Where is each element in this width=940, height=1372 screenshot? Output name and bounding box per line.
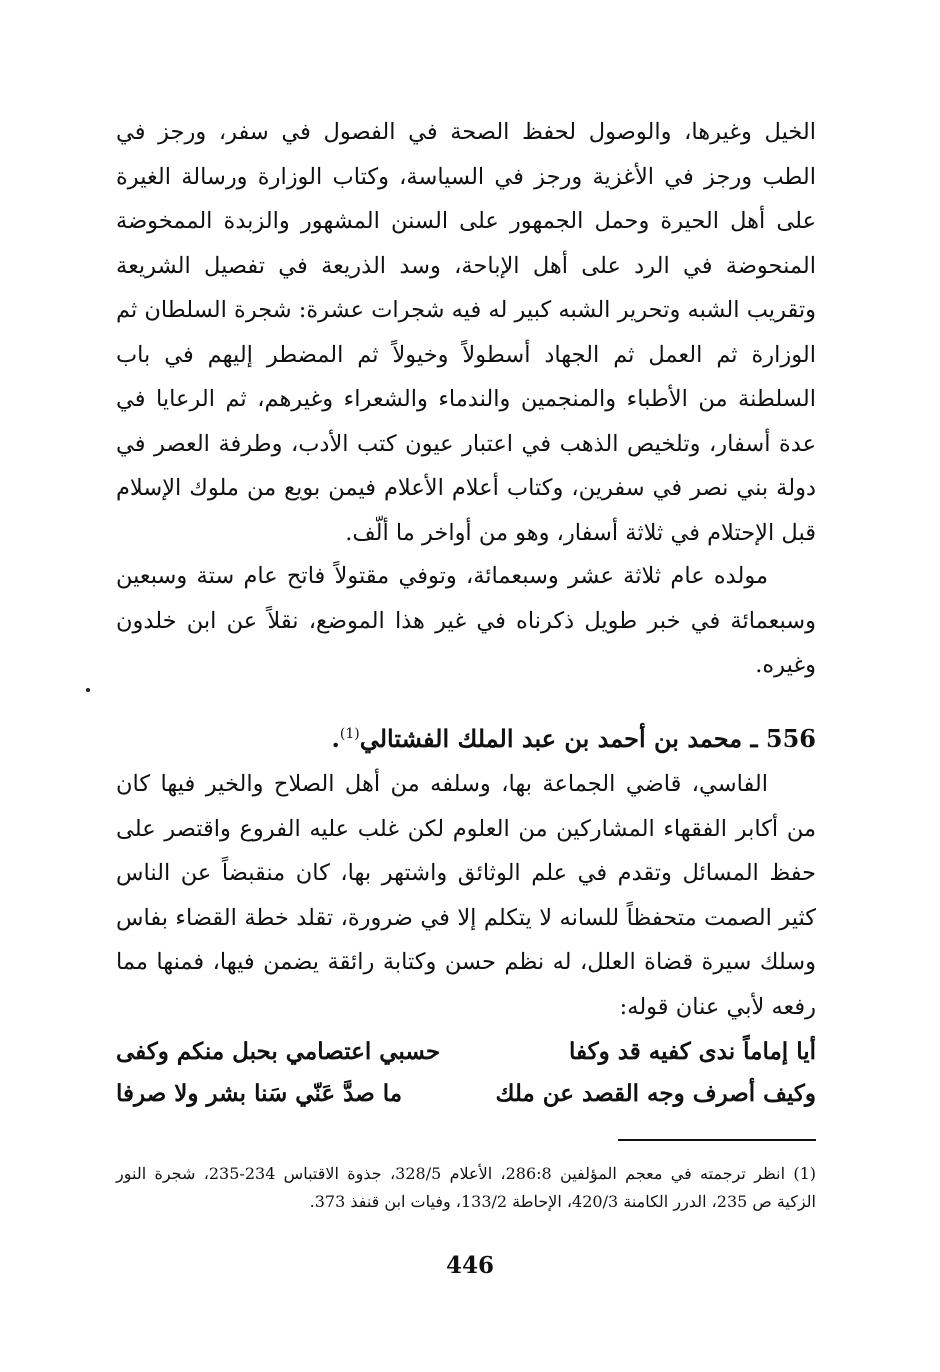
- poem-verses: [116, 1031, 816, 1115]
- hemistich: وكيف أصرف وجه القصد عن ملك: [495, 1080, 816, 1107]
- paragraph-birth-death: [116, 554, 816, 688]
- page-number: 446: [445, 1252, 494, 1279]
- paragraph-continued: [116, 110, 816, 555]
- entry-end-mark: .: [331, 724, 340, 753]
- paragraph-text: الخيل وغيرها، والوصول لحفظ الصحة في الفصول في سفر، ورجز في الطب ورجز في الأغزية ورجز في السياسة، وكتاب الوزارة ورسالة الغيرة على أهل الحيرة وحمل الجمهور على السنن المشهور والزبدة الممخوضة المنحوضة في الرد على أهل الإباحة، وسد الذريعة في تفصيل الشريعة وتقريب الشبه وتحرير الشبه كبير له فيه شجرات عشرة: شجرة السلطان ثم الوزارة ثم العمل ثم الجهاد أسطولاً وخيولاً ثم المضطر إليهم في باب السلطنة من الأطباء والمنجمين والندماء والشعراء وغيرهم، ثم الرعايا في عدة أسفار، وتلخيص الذهب في اعتبار عيون كتب الأدب، وطرفة العصر في دولة بني نصر في سفرين، وكتاب أعلام الأعلام فيمن بويع من ملوك الإسلام قبل الإحتلام في ثلاثة أسفار، وهو من أواخر ما ألّف.: [116, 119, 816, 546]
- verse-line: [116, 1031, 816, 1073]
- footnote-text: (1) انظر ترجمته في معجم المؤلفين 286:8، الأعلام 328/5، جذوة الاقتباس 234-235، شجرة النور الزكية ص 235، الدرر الكامنة 420/3، الإحاطة 133/2، وفيات ابن قنفذ 373.: [116, 1164, 817, 1211]
- entry-heading: [116, 712, 816, 761]
- hemistich: ما صدَّ عَنّي سَنا بشر ولا صرفا: [116, 1080, 403, 1107]
- hemistich: أيا إماماً ندى كفيه قد وكفا: [569, 1038, 816, 1065]
- paragraph-text: الفاسي، قاضي الجماعة بها، وسلفه من أهل الصلاح والخير فيها كان من أكابر الفقهاء المشاركين من العلوم لكن غلب عليه الفروع واقتصر على حفظ المسائل وتقدم في علم الوثائق واشتهر بها، كان منقبضاً عن الناس كثير الصمت متحفظاً للسانه لا يتكلم إلا في ضرورة، تقلد خطة القضاء بفاس وسلك سيرة قضاة العلل، له نظم حسن وكتابة رائقة يضمن فيها، فمنها مما رفعه لأبي عنان قوله:: [116, 771, 816, 1020]
- verse-line: [116, 1073, 816, 1115]
- hemistich: حسبي اعتصامي بحبل منكم وكفى: [116, 1038, 441, 1065]
- paragraph-biography: [116, 762, 816, 1029]
- stray-ink-dot: [86, 688, 90, 692]
- footnote: [116, 1160, 816, 1216]
- footnote-reference[interactable]: (1): [339, 726, 360, 742]
- paragraph-text: مولده عام ثلاثة عشر وسبعمائة، وتوفي مقتولاً فاتح عام ستة وسبعين وسبعمائة في خبر طويل ذكرناه في غير هذا الموضع، نقلاً عن ابن خلدون وغيره.: [116, 563, 816, 678]
- footnote-separator: [618, 1139, 816, 1141]
- entry-separator: ـ: [750, 724, 758, 753]
- entry-number: 556: [765, 724, 816, 753]
- entry-name: محمد بن أحمد بن عبد الملك الفشتالي: [359, 724, 743, 753]
